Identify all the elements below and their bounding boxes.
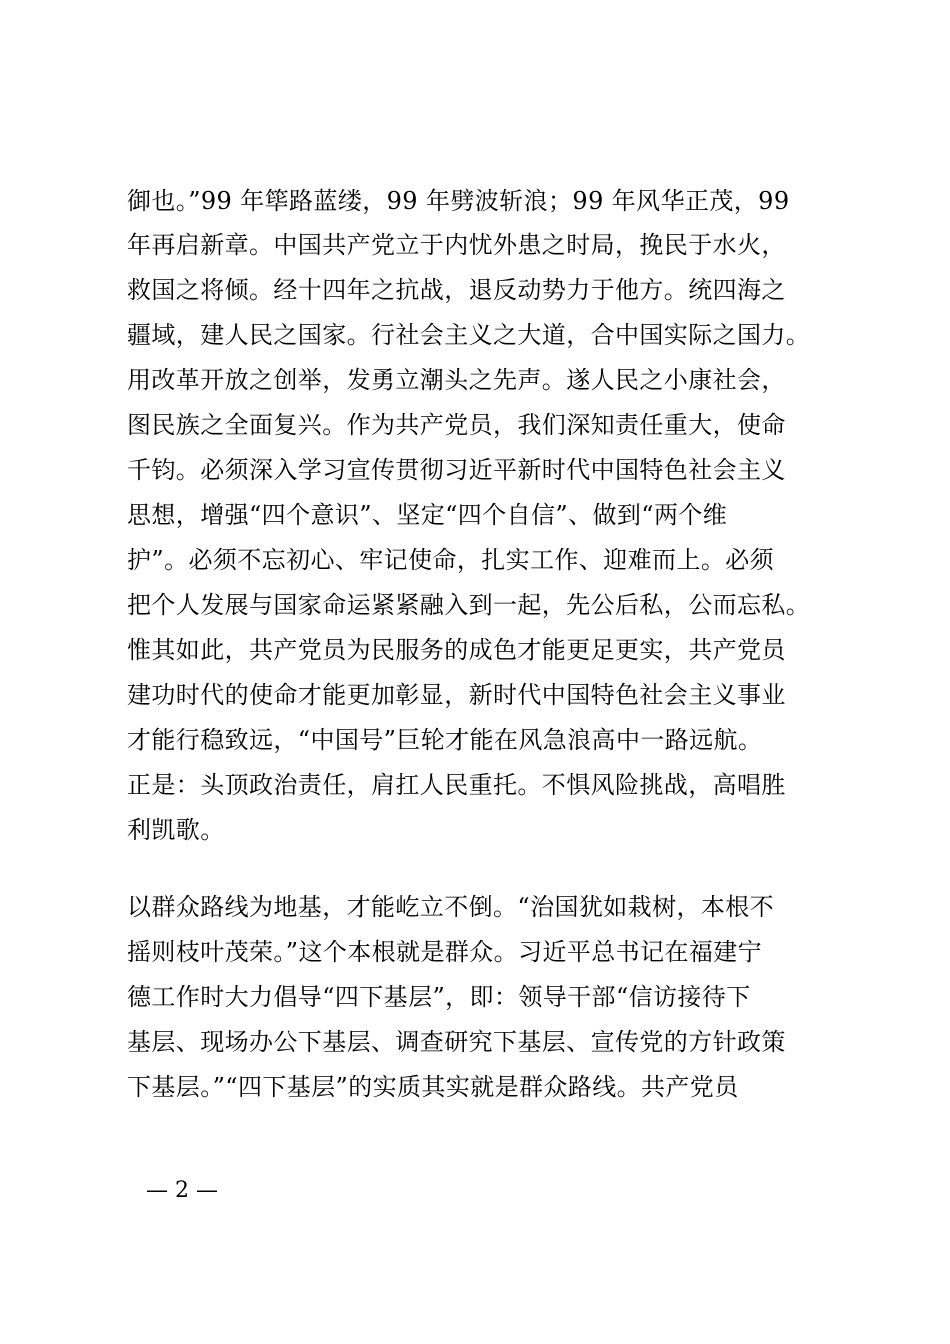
- paragraph-2-line: 以群众路线为地基，才能屹立不倒。“治国犹如栽树，本根不: [127, 893, 775, 921]
- paragraph-1-line: 护”。必须不忘初心、牢记使命，扎实工作、迎难而上。必须: [127, 546, 775, 574]
- paragraph-2-line: 下基层。”“四下基层”的实质其实就是群众路线。共产党员: [127, 1073, 739, 1101]
- paragraph-1-line: 救国之将倾。经十四年之抗战，退反动势力于他方。统四海之: [127, 276, 786, 304]
- paragraph-1-line: 图民族之全面复兴。作为共产党员，我们深知责任重大，使命: [127, 411, 786, 439]
- paragraph-1-line: 才能行稳致远，“中国号”巨轮才能在风急浪高中一路远航。: [127, 726, 763, 754]
- paragraph-1-line: 疆域，建人民之国家。行社会主义之大道，合中国实际之国力。: [127, 321, 811, 349]
- paragraph-2-line: 摇则枝叶茂荣。”这个本根就是群众。习近平总书记在福建宁: [127, 938, 763, 966]
- paragraph-1-line: 年再启新章。中国共产党立于内忧外患之时局，挽民于水火，: [127, 231, 786, 259]
- paragraph-1-line: 千钧。必须深入学习宣传贯彻习近平新时代中国特色社会主义: [127, 456, 786, 484]
- paragraph-1-line: 御也。”99 年筚路蓝缕，99 年劈波斩浪；99 年风华正茂，99: [127, 187, 790, 215]
- paragraph-1-line: 正是：头顶政治责任，肩扛人民重托。不惧风险挑战，高唱胜: [127, 771, 786, 799]
- paragraph-1-line: 用改革开放之创举，发勇立潮头之先声。遂人民之小康社会，: [127, 366, 786, 394]
- page-number: — 2 —: [146, 1178, 218, 1203]
- paragraph-1-line: 惟其如此，共产党员为民服务的成色才能更足更实，共产党员: [127, 636, 786, 664]
- paragraph-1-line: 建功时代的使命才能更加彰显，新时代中国特色社会主义事业: [127, 681, 786, 709]
- paragraph-2-line: 德工作时大力倡导“四下基层”，即：领导干部“信访接待下: [127, 983, 751, 1011]
- paragraph-1-line: 思想，增强“四个意识”、坚定“四个自信”、做到“两个维: [127, 501, 728, 529]
- paragraph-1-line: 把个人发展与国家命运紧紧融入到一起，先公后私，公而忘私。: [127, 591, 811, 619]
- paragraph-1-line: 利凯歌。: [127, 816, 225, 844]
- paragraph-2-line: 基层、现场办公下基层、调查研究下基层、宣传党的方针政策: [127, 1028, 786, 1056]
